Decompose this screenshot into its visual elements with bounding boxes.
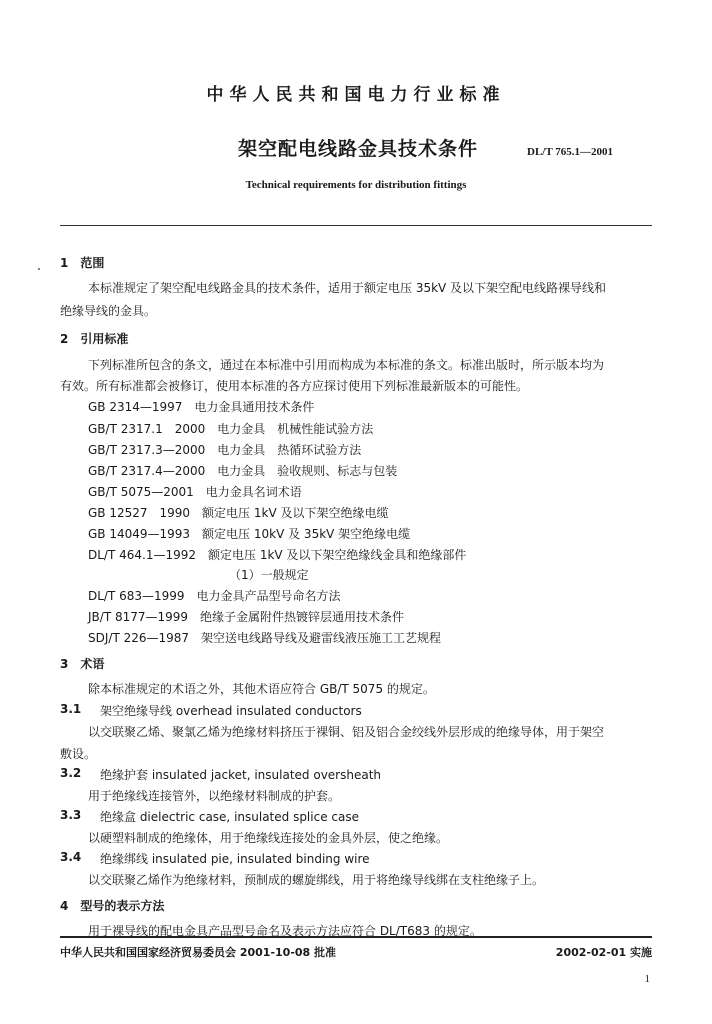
paragraph-line: 本标准规定了架空配电线路金具的技术条件，适用于额定电压 35kV 及以下架空配电线路裸导线和 (88, 281, 607, 295)
term-definition: 以交联聚乙烯、聚氯乙烯为绝缘材料挤压于裸铜、铝及铝合金绞线外层形成的绝缘导体，用于架空 (88, 725, 605, 739)
term-definition: 以硬塑料制成的绝缘体，用于绝缘线连接处的金具外层，使之绝缘。 (88, 831, 449, 845)
term-definition: 以交联聚乙烯作为绝缘材料，预制成的螺旋绑线，用于将绝缘导线绑在支柱绝缘子上。 (88, 873, 545, 887)
reference-item-continuation: （1）一般规定 (229, 568, 309, 582)
reference-item: SDJ/T 226—1987 架空送电线路导线及避雷线液压施工工艺规程 (88, 631, 442, 645)
reference-item: GB/T 2317.4—2000 电力金具 验收规则、标志与包装 (88, 464, 398, 478)
reference-item: DL/T 683—1999 电力金具产品型号命名方法 (88, 589, 341, 603)
paragraph-line: 有效。所有标准都会被修订，使用本标准的各方应探讨使用下列标准最新版本的可能性。 (60, 379, 529, 393)
reference-item: JB/T 8177—1999 绝缘子金属附件热镀锌层通用技术条件 (88, 610, 405, 624)
term-number: 3.3 (60, 808, 82, 822)
term-definition: 敷设。 (60, 747, 97, 761)
section-heading-scope: 1 范围 (60, 256, 105, 270)
term-heading: 架空绝缘导线 overhead insulated conductors (100, 704, 362, 718)
section-heading-designation: 4 型号的表示方法 (60, 899, 165, 913)
page-number: 1 (644, 973, 650, 985)
term-number: 3.4 (60, 850, 82, 864)
reference-item: GB/T 5075—2001 电力金具名词术语 (88, 485, 302, 499)
implementation-date: 2002-02-01 实施 (555, 946, 652, 959)
header-divider (60, 225, 652, 226)
reference-item: GB/T 2317.1 2000 电力金具 机械性能试验方法 (88, 422, 374, 436)
paragraph-line: 除本标准规定的术语之外，其他术语应符合 GB/T 5075 的规定。 (88, 682, 435, 696)
document-title: 架空配电线路金具技术条件 (238, 138, 479, 160)
paragraph-line: 下列标准所包含的条文，通过在本标准中引用而构成为本标准的条文。标准出版时，所示版本均为 (88, 358, 605, 372)
paragraph-line: 绝缘导线的金具。 (60, 304, 157, 318)
approval-statement: 中华人民共和国国家经济贸易委员会 2001-10-08 批准 (60, 946, 337, 959)
term-heading: 绝缘绑线 insulated pie, insulated binding wire (100, 852, 370, 866)
paragraph-line: 用于裸导线的配电金具产品型号命名及表示方法应符合 DL/T683 的规定。 (88, 924, 482, 938)
footer-divider (60, 936, 652, 938)
term-definition: 用于绝缘线连接管外，以绝缘材料制成的护套。 (88, 789, 341, 803)
section-heading-terms: 3 术语 (60, 657, 105, 671)
reference-item: GB 2314—1997 电力金具通用技术条件 (88, 400, 315, 414)
term-number: 3.2 (60, 766, 82, 780)
section-heading-references: 2 引用标准 (60, 332, 129, 346)
reference-item: GB 12527 1990 额定电压 1kV 及以下架空绝缘电缆 (88, 506, 389, 520)
reference-item: GB 14049—1993 额定电压 10kV 及 35kV 架空绝缘电缆 (88, 527, 411, 541)
scan-speck (38, 268, 40, 270)
reference-item: GB/T 2317.3—2000 电力金具 热循环试验方法 (88, 443, 362, 457)
term-heading: 绝缘盒 dielectric case, insulated splice case (100, 810, 359, 824)
english-title: Technical requirements for distribution fittings (245, 179, 467, 191)
term-heading: 绝缘护套 insulated jacket, insulated oversheath (100, 768, 382, 782)
standard-organization: 中华人民共和国电力行业标准 (206, 85, 506, 105)
standard-code: DL/T 765.1—2001 (527, 146, 613, 158)
reference-item: DL/T 464.1—1992 额定电压 1kV 及以下架空绝缘线金具和绝缘部件 (88, 548, 467, 562)
term-number: 3.1 (60, 702, 82, 716)
